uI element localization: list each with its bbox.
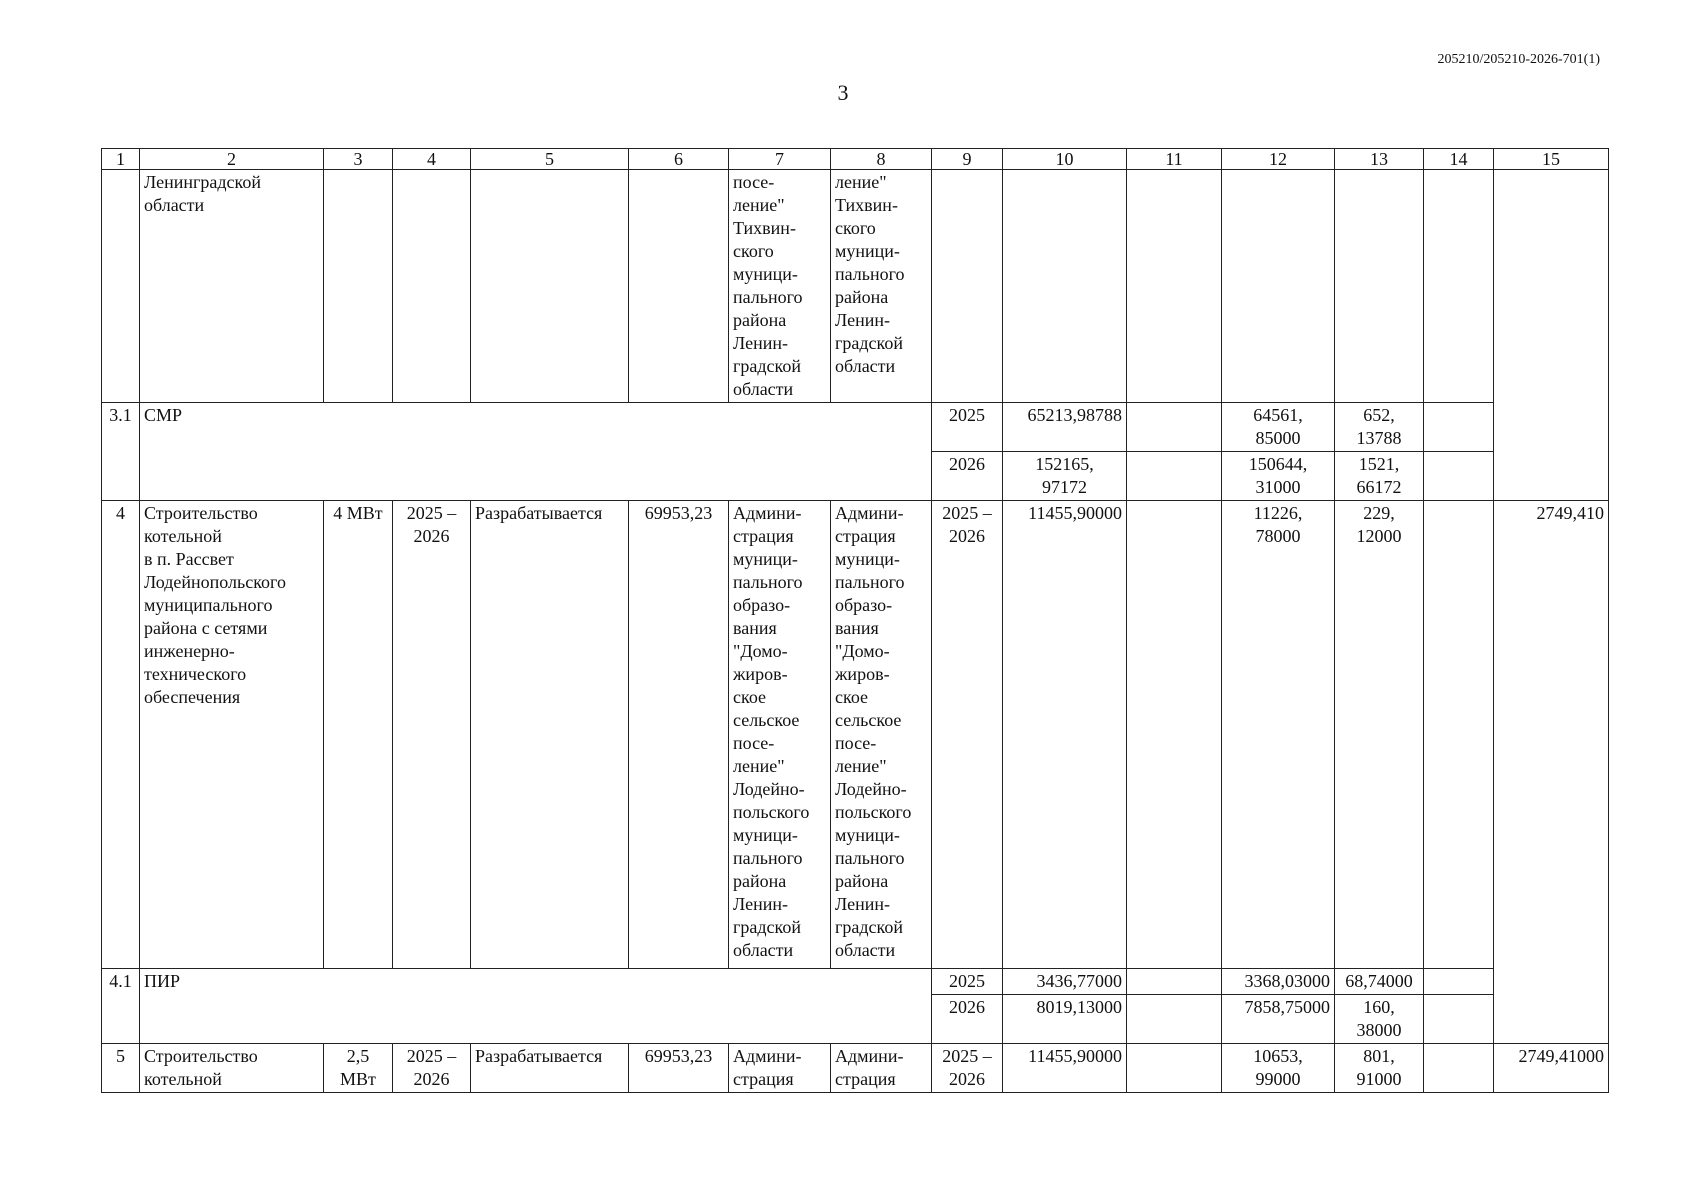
column-header: 3 [324, 149, 393, 170]
column-header: 15 [1494, 149, 1609, 170]
customer: Админи- страция [729, 1044, 831, 1093]
year-cell: 2025 [932, 969, 1003, 995]
amount-regional: 3368,03000 [1222, 969, 1335, 995]
estimated-cost: 69953,23 [629, 1044, 729, 1093]
column-header: 9 [932, 149, 1003, 170]
amount-regional: 7858,75000 [1222, 995, 1335, 1044]
column-header: 7 [729, 149, 831, 170]
table-row-4-1-year-1 [102, 969, 1609, 995]
amount-regional: 11226, 78000 [1222, 501, 1335, 969]
row-number: 4.1 [102, 969, 140, 1044]
project-status: Разрабатывается [471, 1044, 629, 1093]
amount-total: 8019,13000 [1003, 995, 1127, 1044]
financing-years: 2025 – 2026 [932, 501, 1003, 969]
capacity: 2,5 МВт [324, 1044, 393, 1093]
stage-name: ПИР [140, 969, 932, 1044]
object-name-continued: Ленинградской области [140, 170, 324, 403]
amount-total: 3436,77000 [1003, 969, 1127, 995]
column-header: 1 [102, 149, 140, 170]
column-15-value: 2749,41000 [1494, 1044, 1609, 1093]
column-header: 11 [1127, 149, 1222, 170]
row-number: 5 [102, 1044, 140, 1093]
data-table [101, 148, 1609, 1093]
column-header: 14 [1424, 149, 1494, 170]
column-header: 10 [1003, 149, 1127, 170]
table-row-4 [102, 501, 1609, 969]
customer: Админи- страция муници- пального образо- вания "Домо- жиров- ское сельское посе- ление" Лодейно- польского муници- пального района Ленин- градской области [729, 501, 831, 969]
construction-period: 2025 – 2026 [393, 1044, 471, 1093]
object-name: Строительство котельной [140, 1044, 324, 1093]
column-number-row [102, 149, 1609, 170]
amount-regional: 64561, 85000 [1222, 403, 1335, 452]
column-header: 12 [1222, 149, 1335, 170]
column-header: 13 [1335, 149, 1424, 170]
document-id: 205210/205210-2026-701(1) [1437, 52, 1600, 67]
table-row-3-1-year-1 [102, 403, 1609, 452]
amount-local: 160, 38000 [1335, 995, 1424, 1044]
object-name: Строительство котельной в п. Рассвет Лодейнопольского муниципального района с сетями инженерно- технического обеспечения [140, 501, 324, 969]
amount-local: 652, 13788 [1335, 403, 1424, 452]
column-header: 5 [471, 149, 629, 170]
construction-period: 2025 – 2026 [393, 501, 471, 969]
table-row-5 [102, 1044, 1609, 1093]
developer: Админи- страция [831, 1044, 932, 1093]
financing-years: 2025 – 2026 [932, 1044, 1003, 1093]
amount-regional: 150644, 31000 [1222, 452, 1335, 501]
developer-continued: ление" Тихвин- ского муници- пального района Ленин- градской области [831, 170, 932, 403]
customer-continued: посе- ление" Тихвин- ского муници- пального района Ленин- градской области [729, 170, 831, 403]
developer: Админи- страция муници- пального образо- вания "Домо- жиров- ское сельское посе- ление" Лодейно- польского муници- пального района Ленин- градской области [831, 501, 932, 969]
project-status: Разрабатывается [471, 501, 629, 969]
column-header: 2 [140, 149, 324, 170]
capacity: 4 МВт [324, 501, 393, 969]
column-15-value: 2749,410 [1494, 501, 1609, 1044]
stage-name: СМР [140, 403, 932, 501]
amount-total: 65213,98788 [1003, 403, 1127, 452]
amount-local: 229, 12000 [1335, 501, 1424, 969]
column-header: 4 [393, 149, 471, 170]
year-cell: 2026 [932, 452, 1003, 501]
amount-total: 11455,90000 [1003, 1044, 1127, 1093]
table-row-continued [102, 170, 1609, 403]
column-header: 6 [629, 149, 729, 170]
amount-local: 68,74000 [1335, 969, 1424, 995]
row-number: 3.1 [102, 403, 140, 501]
amount-local: 1521, 66172 [1335, 452, 1424, 501]
amount-total: 152165, 97172 [1003, 452, 1127, 501]
year-cell: 2026 [932, 995, 1003, 1044]
estimated-cost: 69953,23 [629, 501, 729, 969]
year-cell: 2025 [932, 403, 1003, 452]
page-number: 3 [837, 80, 849, 105]
column-header: 8 [831, 149, 932, 170]
amount-local: 801, 91000 [1335, 1044, 1424, 1093]
row-number: 4 [102, 501, 140, 969]
amount-regional: 10653, 99000 [1222, 1044, 1335, 1093]
amount-total: 11455,90000 [1003, 501, 1127, 969]
